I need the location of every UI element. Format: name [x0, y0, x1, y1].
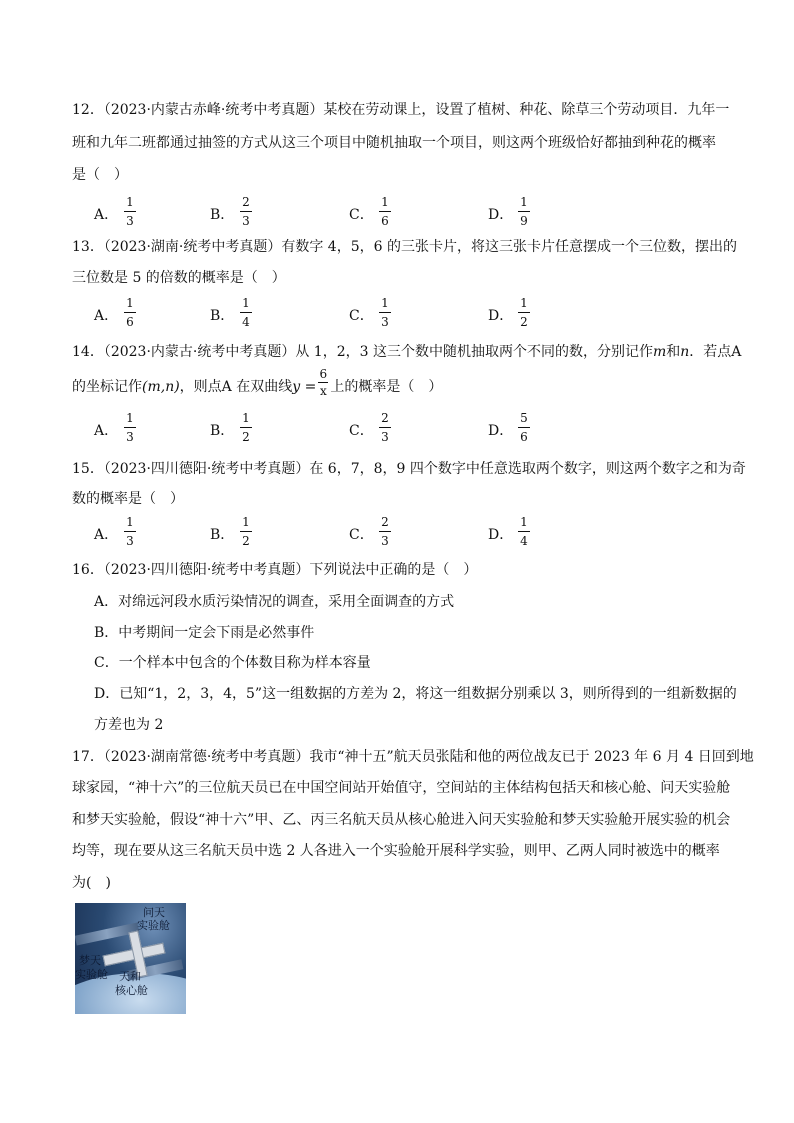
q14-text-a: 14．（2023·内蒙古·统考中考真题）从 1，2，3 这三个数中随机抽取两个不同的数，分别记作: [72, 344, 653, 360]
label-mengtian-lab: 实验舱: [75, 968, 108, 981]
option-fraction: 1 3: [124, 515, 136, 548]
q12-line-3: 是（ ）: [72, 167, 128, 183]
option-label: B．: [210, 423, 235, 439]
option-label: D．: [488, 308, 514, 324]
q13-line-1: 13．（2023·湖南·统考中考真题）有数字 4，5，6 的三张卡片，将这三张卡片任意摆成一个三位数，摆出的: [72, 239, 737, 255]
hyperbola-fraction: [316, 367, 330, 398]
option-label: C．: [349, 423, 374, 439]
option-label: B．: [210, 207, 235, 223]
q13-line-2: 三位数是 5 的倍数的概率是（ ）: [72, 270, 286, 286]
q12-options: [94, 195, 734, 231]
q14-text-b: 和: [666, 344, 681, 360]
option-fraction: 2 3: [240, 195, 252, 228]
option-label: D．: [488, 527, 514, 543]
option-label: B．: [210, 527, 235, 543]
q16-choice-d-cont: 方差也为 2: [94, 717, 164, 733]
q17-line-3: 和梦天实验舱，假设“神十六”甲、乙、丙三名航天员从核心舱进入问天实验舱和梦天实验舱开展实验的机会: [72, 812, 731, 828]
label-tianhe: 天和: [119, 970, 141, 983]
option-fraction: 2 3: [379, 411, 391, 444]
q17-line-5: 为( ): [72, 875, 111, 891]
option-label: B．: [210, 308, 235, 324]
q14-text-f: 上的概率是（ ）: [330, 379, 443, 395]
option-fraction: 1 2: [240, 411, 252, 444]
option-fraction: 2 3: [379, 515, 391, 548]
q17-line-2: 球家园，“神十六”的三位航天员已在中国空间站开始值守，空间站的主体结构包括天和核心舱、问天实验舱: [72, 780, 731, 796]
q16-choice-a[interactable]: A．对绵远河段水质污染情况的调查，采用全面调查的方式: [94, 594, 455, 610]
option-fraction: 1 3: [124, 195, 136, 228]
option-fraction: 5 6: [518, 411, 530, 444]
label-wentian: 问天: [143, 906, 165, 919]
option-label: D．: [488, 207, 514, 223]
option-fraction: 1 2: [518, 296, 530, 329]
q14-options: [94, 411, 734, 447]
q12-line-2: 班和九年二班都通过抽签的方式从这三个项目中随机抽取一个项目，则这两个班级恰好都抽到种花的概率: [72, 135, 716, 151]
label-mengtian: 梦天: [79, 954, 101, 967]
option-label: A．: [94, 207, 119, 223]
q16-line-1: 16．（2023·四川德阳·统考中考真题）下列说法中正确的是（ ）: [72, 562, 478, 578]
option-label: A．: [94, 308, 119, 324]
option-label: D．: [488, 423, 514, 439]
option-fraction: 1 6: [379, 195, 391, 228]
option-fraction: 1 6: [124, 296, 136, 329]
q14-line-1: [72, 342, 741, 362]
option-label: A．: [94, 527, 119, 543]
hyperbola-num: 6: [319, 367, 328, 381]
q13-options: [94, 296, 734, 332]
q15-line-1: 15．（2023·四川德阳·统考中考真题）在 6，7，8，9 四个数字中任意选取两个数字，则这两个数字之和为奇: [72, 461, 746, 477]
option-fraction: 1 2: [240, 515, 252, 548]
option-label: C．: [349, 527, 374, 543]
variable-m: m: [652, 344, 667, 360]
variable-n: n: [680, 344, 690, 360]
q14-text-d: 的坐标记作: [72, 379, 142, 395]
q15-line-2: 数的概率是（ ）: [72, 491, 184, 507]
option-fraction: 1 4: [240, 296, 252, 329]
hyperbola-lhs: y =: [292, 379, 317, 395]
option-fraction: 1 4: [518, 515, 530, 548]
q15-options: [94, 515, 734, 551]
option-label: C．: [349, 207, 374, 223]
q14-line-2: [72, 367, 712, 403]
q17-line-1: 17．（2023·湖南常德·统考中考真题）我市“神十五”航天员张陆和他的两位战友已于 2023 年 6 月 4 日回到地: [72, 749, 754, 765]
space-station-photo: [75, 903, 186, 1014]
hyperbola-den: x: [319, 384, 327, 398]
option-fraction: 1 3: [379, 296, 391, 329]
option-label: A．: [94, 423, 119, 439]
q14-text-e: ，则点A 在双曲线: [179, 379, 293, 395]
q12-line-1: 12．（2023·内蒙古赤峰·统考中考真题）某校在劳动课上，设置了植树、种花、除草三个劳动项目．九年一: [72, 102, 730, 118]
q16-choice-c[interactable]: C．一个样本中包含的个体数目称为样本容量: [94, 655, 371, 671]
coordinate-mn: (m,n): [142, 379, 180, 395]
q16-choice-b[interactable]: B．中考期间一定会下雨是必然事件: [94, 625, 315, 641]
label-wentian-lab: 实验舱: [137, 919, 170, 932]
q14-text-c: ．若点A: [689, 344, 742, 360]
option-label: C．: [349, 308, 374, 324]
option-fraction: 1 3: [124, 411, 136, 444]
q16-choice-d[interactable]: D．已知“1，2，3，4，5”这一组数据的方差为 2，将这一组数据分别乘以 3，则所得到的一组新数据的: [94, 686, 737, 702]
option-fraction: 1 9: [518, 195, 530, 228]
q17-line-4: 均等，现在要从这三名航天员中选 2 人各进入一个实验舱开展科学实验，则甲、乙两人同时被选中的概率: [72, 843, 720, 859]
label-tianhe-core: 核心舱: [115, 984, 148, 997]
